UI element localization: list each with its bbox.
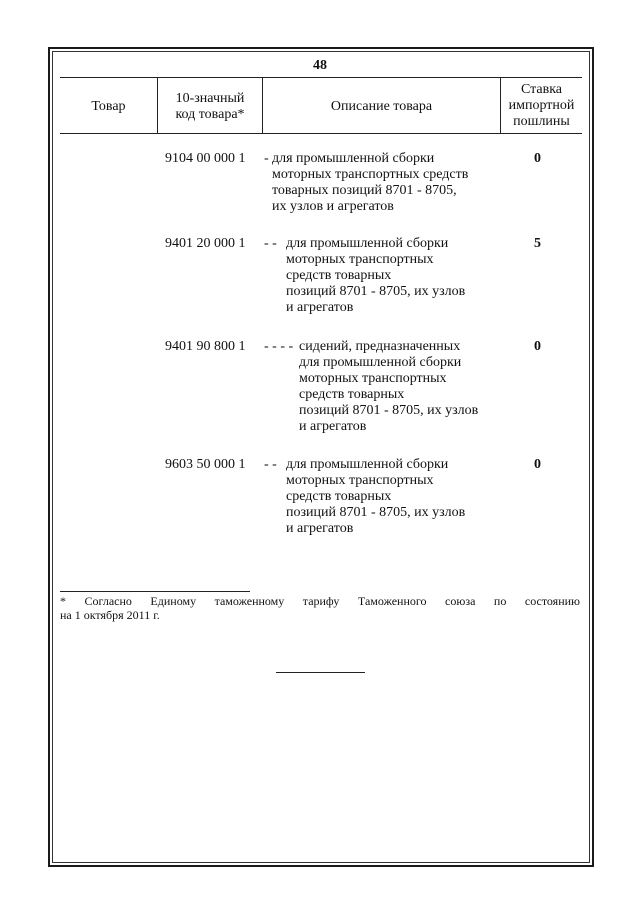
desc-line: для промышленной сборки xyxy=(299,355,462,370)
footnote xyxy=(60,594,580,622)
header-rate-line3: пошлины xyxy=(513,114,570,129)
row-rate: 0 xyxy=(534,457,541,472)
desc-line: для промышленной сборки xyxy=(272,151,435,166)
desc-line: сидений, предназначенных xyxy=(299,339,461,354)
desc-line: их узлов и агрегатов xyxy=(272,199,394,214)
header-description-label: Описание товара xyxy=(330,99,433,114)
header-goods-label: Товар xyxy=(91,99,126,114)
row-code: 9401 90 800 1 xyxy=(165,339,246,354)
desc-line: позиций 8701 - 8705, их узлов xyxy=(286,284,466,299)
row-code: 9603 50 000 1 xyxy=(165,457,246,472)
header-bottom-rule xyxy=(60,133,582,134)
desc-line: моторных транспортных xyxy=(286,473,434,488)
desc-line: средств товарных xyxy=(299,387,405,402)
page-number: 48 xyxy=(313,58,327,73)
row-rate: 0 xyxy=(534,151,541,166)
header-description xyxy=(263,99,500,115)
desc-line: для промышленной сборки xyxy=(286,457,449,472)
row-dash-marker: - - xyxy=(264,236,277,251)
footnote-line2: на 1 октября 2011 г. xyxy=(60,608,160,622)
header-rate-line2: импортной xyxy=(508,98,575,113)
desc-line: средств товарных xyxy=(286,489,392,504)
row-description xyxy=(272,151,468,215)
header-rate xyxy=(501,82,582,130)
row-code: 9401 20 000 1 xyxy=(165,236,246,251)
desc-line: и агрегатов xyxy=(299,419,367,434)
row-rate: 0 xyxy=(534,339,541,354)
closing-rule xyxy=(276,672,365,673)
desc-line: позиций 8701 - 8705, их узлов xyxy=(299,403,479,418)
footnote-line1: * Согласно Единому таможенному тарифу Таможенного союза по состоянию xyxy=(60,594,580,608)
desc-line: и агрегатов xyxy=(286,521,354,536)
row-dash-marker: - - - - xyxy=(264,339,294,354)
header-code-line2: код товара* xyxy=(175,107,245,122)
row-description xyxy=(286,457,465,537)
row-description xyxy=(286,236,465,316)
footnote-separator xyxy=(60,591,250,592)
desc-line: средств товарных xyxy=(286,268,392,283)
row-code: 9104 00 000 1 xyxy=(165,151,246,166)
desc-line: моторных транспортных xyxy=(299,371,447,386)
desc-line: и агрегатов xyxy=(286,300,354,315)
desc-line: позиций 8701 - 8705, их узлов xyxy=(286,505,466,520)
header-code xyxy=(158,91,262,123)
header-rate-line1: Ставка xyxy=(520,82,563,97)
header-goods xyxy=(60,99,157,115)
row-description xyxy=(299,339,478,435)
header-code-line1: 10-значный xyxy=(175,91,245,106)
desc-line: для промышленной сборки xyxy=(286,236,449,251)
desc-line: товарных позиций 8701 - 8705, xyxy=(272,183,457,198)
desc-line: моторных транспортных средств xyxy=(272,167,469,182)
header-top-rule xyxy=(60,77,582,78)
desc-line: моторных транспортных xyxy=(286,252,434,267)
row-dash-marker: - xyxy=(264,151,269,166)
row-dash-marker: - - xyxy=(264,457,277,472)
row-rate: 5 xyxy=(534,236,541,251)
